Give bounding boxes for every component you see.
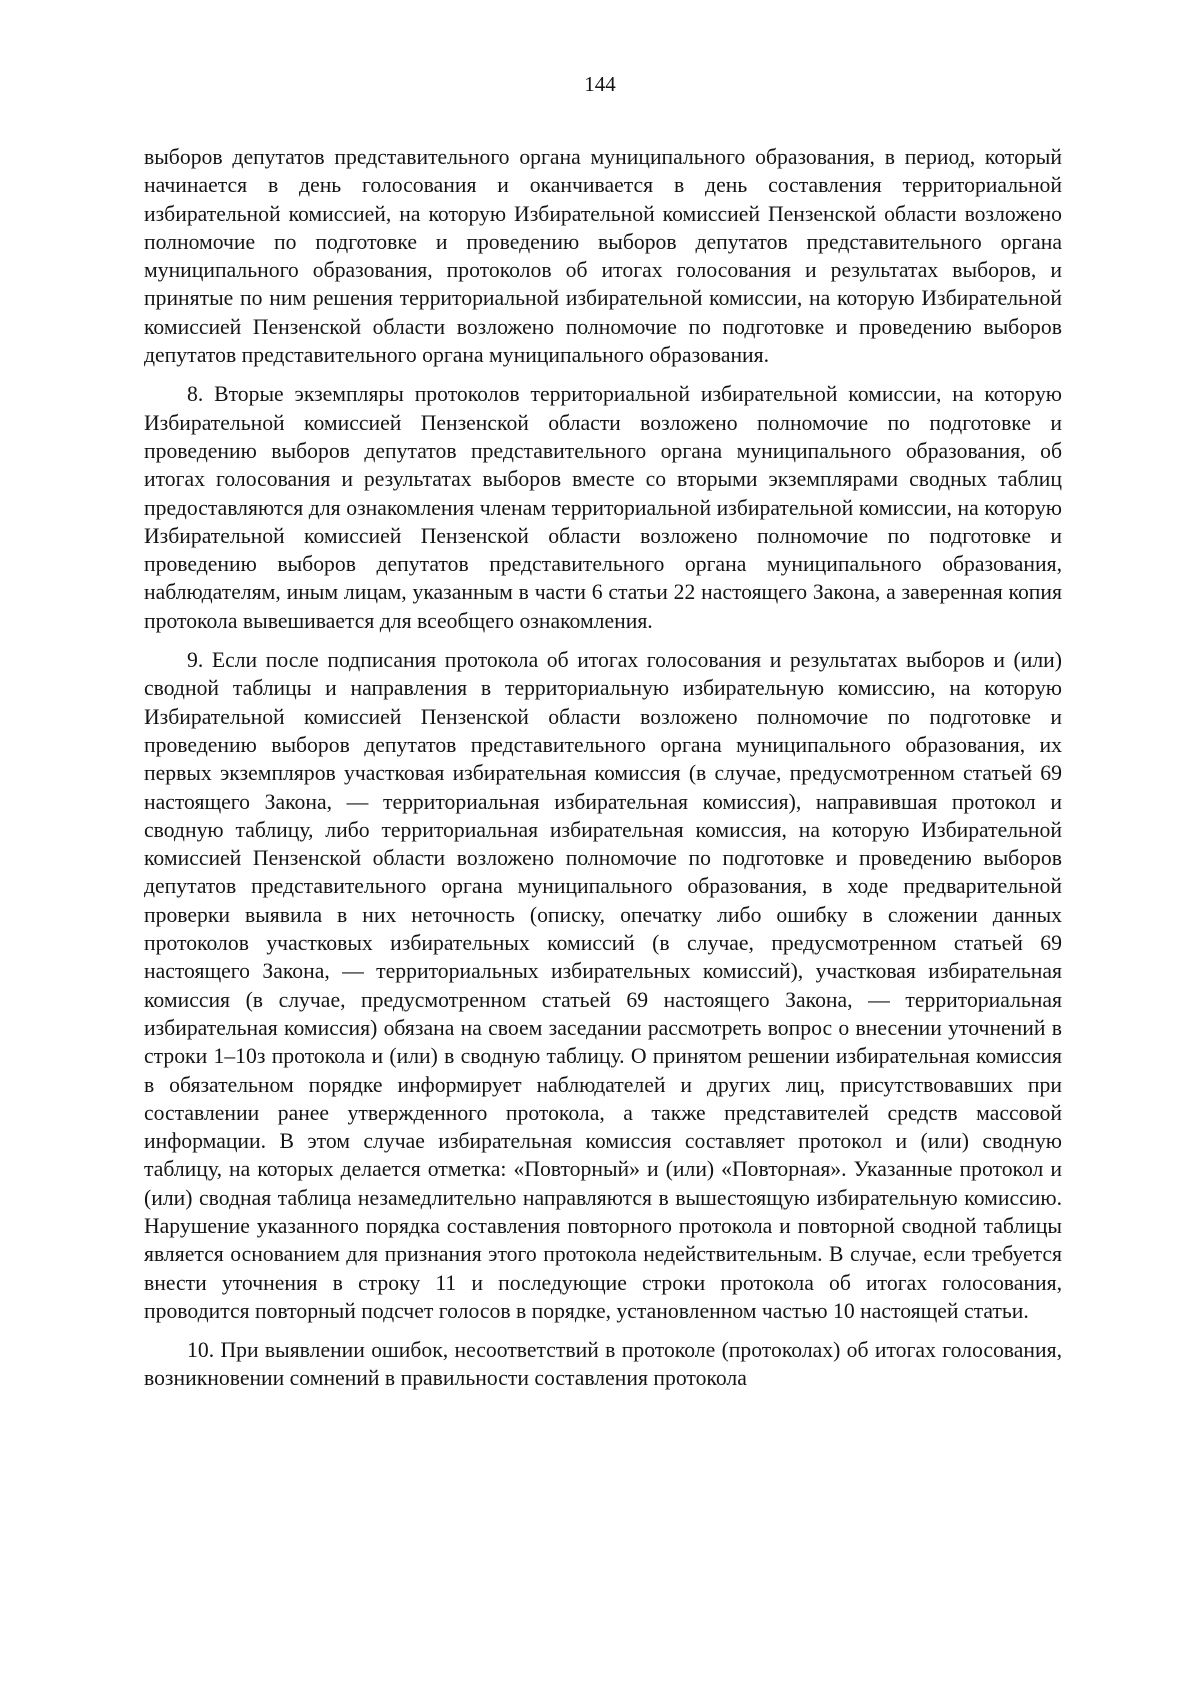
paragraph-item-8: 8. Вторые экземпляры протоколов территориальной избирательной комиссии, на которую Избирательной комиссией Пензенской области возложено полномочие по подготовке и проведению выборов депутатов представительного органа муниципального образования, об итогах голосования и результатах выборов вместе со вторыми экземплярами сводных таблиц предоставляются для ознакомления членам территориальной избирательной комиссии, на которую Избирательной комиссией Пензенской области возложено полномочие по подготовке и проведению выборов депутатов представительного органа муниципального образования, наблюдателям, иным лицам, указанным в части 6 статьи 22 настоящего Закона, а заверенная копия протокола вывешивается для всеобщего ознакомления. xyxy=(144,382,1062,633)
paragraph-continuation: выборов депутатов представительного органа муниципального образования, в период, который начинается в день голосования и оканчивается в день составления территориальной избирательной комиссией, на которую Избирательной комиссией Пензенской области возложено полномочие по подготовке и проведению выборов депутатов представительного органа муниципального образования, протоколов об итогах голосования и результатах выборов, и принятые по ним решения территориальной избирательной комиссии, на которую Избирательной комиссией Пензенской области возложено полномочие по подготовке и проведению выборов депутатов представительного органа муниципального образования. xyxy=(144,145,1062,368)
paragraph-item-10: 10. При выявлении ошибок, несоответствий в протоколе (протоколах) об итогах голосования, возникновении сомнений в правильности составления протокола xyxy=(144,1338,1062,1391)
paragraph-item-9: 9. Если после подписания протокола об итогах голосования и результатах выборов и (или) сводной таблицы и направления в территориальную избирательную комиссию, на которую Избирательной комиссией Пензенской области возложено полномочие по подготовке и проведению выборов депутатов представительного органа муниципального образования, их первых экземпляров участковая избирательная комиссия (в случае, предусмотренном статьей 69 настоящего Закона, — территориальная избирательная комиссия), направившая протокол и сводную таблицу, либо территориальная избирательная комиссия, на которую Избирательной комиссией Пензенской области возложено полномочие по подготовке и проведению выборов депутатов представительного органа муниципального образования, в ходе предварительной проверки выявила в них неточность (описку, опечатку либо ошибку в сложении данных протоколов участковых избирательных комиссий (в случае, предусмотренном статьей 69 настоящего Закона, — территориальных избирательных комиссий), участковая избирательная комиссия (в случае, предусмотренном статьей 69 настоящего Закона, — территориальная избирательная комиссия) обязана на своем заседании рассмотреть вопрос о внесении уточнений в строки 1–10з протокола и (или) в сводную таблицу. О принятом решении избирательная комиссия в обязательном порядке информирует наблюдателей и других лиц, присутствовавших при составлении ранее утвержденного протокола, а также представителей средств массовой информации. В этом случае избирательная комиссия составляет протокол и (или) сводную таблицу, на которых делается отметка: «Повторный» и (или) «Повторная». Указанные протокол и (или) сводная таблица незамедлительно направляются в вышестоящую избирательную комиссию. Нарушение указанного порядка составления повторного протокола и повторной сводной таблицы является основанием для признания этого протокола недействительным. В случае, если требуется внести уточнения в строку 11 и последующие строки протокола об итогах голосования, проводится повторный подсчет голосов в порядке, установленном частью 10 настоящей статьи. xyxy=(144,648,1062,1323)
document-body xyxy=(144,143,1062,1404)
page-number: 144 xyxy=(584,72,616,96)
